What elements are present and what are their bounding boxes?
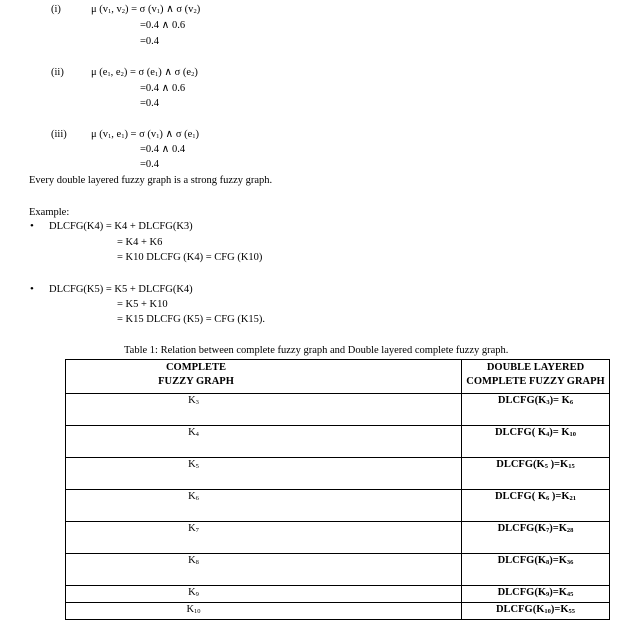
table-cell-complete: K4 — [66, 426, 462, 458]
table-cell-complete: K6 — [66, 490, 462, 522]
item-number: (iii) — [51, 129, 67, 140]
table-cell-double-layered: DLCFG(K9)=K45 — [462, 586, 610, 603]
column-header-double-layered: DOUBLE LAYERED COMPLETE FUZZY GRAPH — [462, 360, 610, 394]
example-line: = K10 DLCFG (K4) = CFG (K10) — [117, 252, 263, 263]
example-line: DLCFG(K4) = K4 + DLCFG(K3) — [49, 221, 193, 232]
table-header-row — [66, 360, 610, 394]
table-row — [66, 490, 610, 522]
table-row — [66, 458, 610, 490]
equation-step: =0.4 ∧ 0.6 — [140, 20, 186, 31]
table-row — [66, 394, 610, 426]
bullet-icon: • — [30, 220, 34, 232]
membership-equation: μ (e1, e2) = σ (e1) ∧ σ (e2) — [91, 67, 198, 78]
table-row — [66, 554, 610, 586]
membership-equation: μ (v1, v2) = σ (v1) ∧ σ (v2) — [91, 4, 201, 15]
membership-equation: μ (v1, e1) = σ (v1) ∧ σ (e1) — [91, 129, 200, 140]
table-cell-double-layered: DLCFG(K7)=K28 — [462, 522, 610, 554]
item-number: (ii) — [51, 67, 64, 78]
table-row — [66, 586, 610, 603]
equation-step: =0.4 ∧ 0.4 — [140, 144, 186, 155]
table-cell-double-layered: DLCFG(K3)= K6 — [462, 394, 610, 426]
table-cell-complete: K5 — [66, 458, 462, 490]
table-cell-double-layered: DLCFG( K4)= K10 — [462, 426, 610, 458]
table-row — [66, 426, 610, 458]
column-header-complete: COMPLETE FUZZY GRAPH — [66, 360, 462, 394]
equation-result: =0.4 — [140, 36, 160, 47]
equation-result: =0.4 — [140, 98, 160, 109]
table-cell-double-layered: DLCFG( K6 )=K21 — [462, 490, 610, 522]
table-cell-double-layered: DLCFG(K5 )=K15 — [462, 458, 610, 490]
example-line: = K15 DLCFG (K5) = CFG (K15). — [117, 314, 266, 325]
example-line: = K5 + K10 — [117, 299, 168, 310]
table-caption: Table 1: Relation between complete fuzzy graph and Double layered complete fuzzy graph. — [124, 345, 509, 356]
table-row — [66, 603, 610, 620]
table-cell-double-layered: DLCFG(K10)=K55 — [462, 603, 610, 620]
equation-step: =0.4 ∧ 0.6 — [140, 83, 186, 94]
table-row — [66, 522, 610, 554]
table-cell-complete: K8 — [66, 554, 462, 586]
table-cell-complete: K3 — [66, 394, 462, 426]
table-cell-complete: K10 — [66, 603, 462, 620]
example-line: = K4 + K6 — [117, 237, 163, 248]
example-line: DLCFG(K5) = K5 + DLCFG(K4) — [49, 284, 193, 295]
bullet-icon: • — [30, 283, 34, 295]
example-label: Example: — [29, 207, 70, 218]
relation-table — [65, 359, 610, 620]
table-cell-complete: K7 — [66, 522, 462, 554]
table-cell-complete: K9 — [66, 586, 462, 603]
equation-result: =0.4 — [140, 159, 160, 170]
table-cell-double-layered: DLCFG(K8)=K36 — [462, 554, 610, 586]
theorem-statement: Every double layered fuzzy graph is a strong fuzzy graph. — [29, 175, 273, 186]
item-number: (i) — [51, 4, 61, 15]
